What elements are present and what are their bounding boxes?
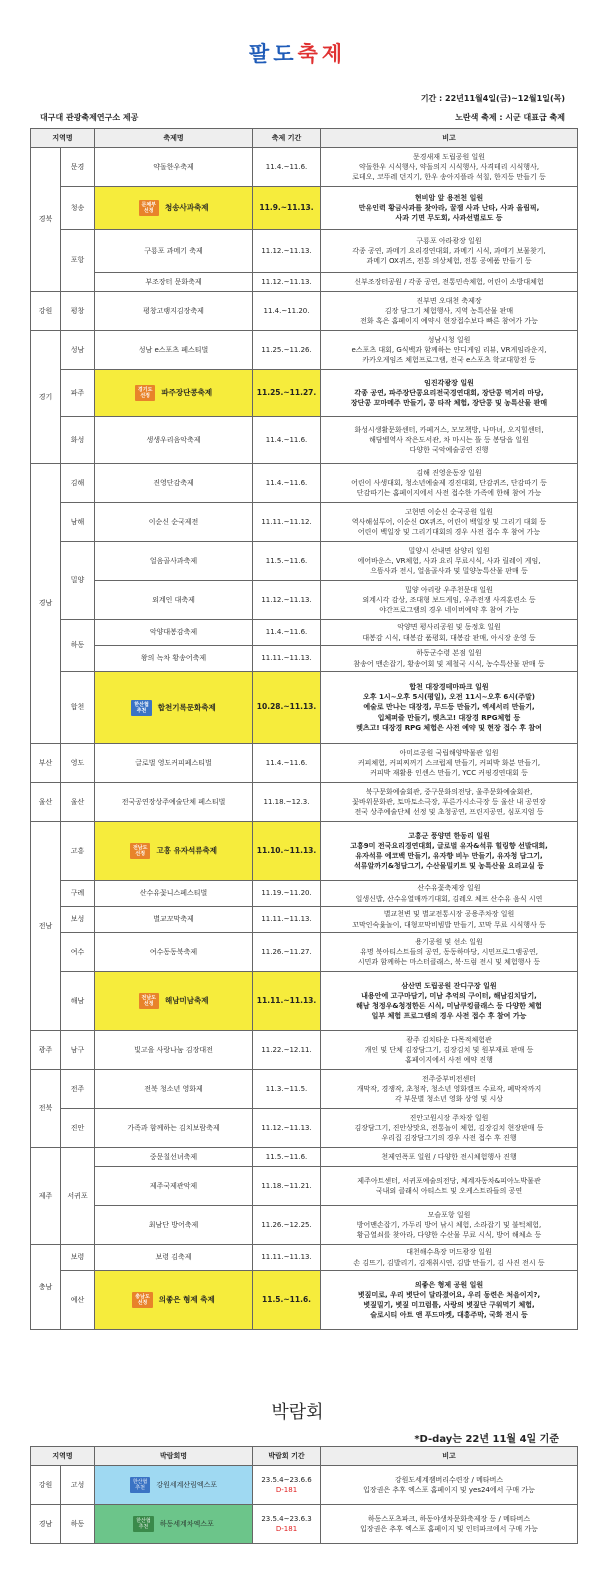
- festival-province: 제주: [31, 1148, 61, 1245]
- festival-period: 11.18.~12.3.: [253, 783, 321, 822]
- festival-name-text: 왕의 녹차 황송어축제: [140, 654, 207, 663]
- festival-period: 11.12.~11.13.: [253, 230, 321, 273]
- expo-city: 하동: [61, 1505, 95, 1544]
- festival-name: [95, 292, 253, 331]
- festival-row: [31, 672, 578, 744]
- festival-city: 문경: [61, 148, 95, 187]
- festival-period: 11.4.~11.20.: [253, 292, 321, 331]
- festival-note: 천제연폭포 일원 / 다양한 전시체험행사 진행: [321, 1148, 578, 1167]
- festival-name-text: 구룡포 과메기 축제: [144, 246, 203, 255]
- festival-note: 제주아트센터, 서귀포예술의전당, 체계자동차&피아노박물관 국내외 클래식 아티스트 및 오케스트라들의 공연: [321, 1167, 578, 1206]
- expo-name: [95, 1466, 253, 1505]
- festival-name: [95, 744, 253, 783]
- festival-name: [95, 1245, 253, 1271]
- festival-name: [95, 581, 253, 620]
- festival-name: [95, 783, 253, 822]
- festival-name: [95, 646, 253, 672]
- festival-note: 별교천변 및 별교전통시장 공용주차장 일원 꼬막인숙윷놀이, 대형꼬막비빔밥 만들기, 꼬막 무료 시식행사 등: [321, 907, 578, 933]
- festival-period: 11.5.~11.6.: [253, 1271, 321, 1330]
- expo-name: [95, 1505, 253, 1544]
- festival-row: [31, 187, 578, 230]
- festival-name-text: 생생우리음악축제: [146, 435, 201, 444]
- title-part2: 축제: [297, 42, 347, 66]
- festival-row: [31, 273, 578, 292]
- festival-city: 구례: [61, 881, 95, 907]
- festival-period: 11.4.~11.6.: [253, 744, 321, 783]
- festival-period: 11.11.~11.13.: [253, 646, 321, 672]
- festival-name-text: 합천기록문화축제: [157, 702, 216, 712]
- dday-date: 22년 11월 4일 기준: [465, 1434, 559, 1445]
- festival-row: [31, 933, 578, 972]
- festival-name: [95, 881, 253, 907]
- festival-tag: 문체부 선정: [139, 200, 160, 216]
- festival-name-text: 해남미남축제: [165, 996, 209, 1005]
- header-note: 비고: [321, 129, 578, 148]
- festival-name-text: 산수유꽃니스페스티벌: [139, 889, 208, 898]
- festival-name: [95, 1148, 253, 1167]
- festival-province: 광주: [31, 1031, 61, 1070]
- festival-period: 11.22.~12.11.: [253, 1031, 321, 1070]
- festival-period: 11.4.~11.6.: [253, 620, 321, 646]
- expo-header-region: 지역명: [31, 1447, 95, 1466]
- festival-note: 삼산면 도립공원 잔디구장 일원 내용안에 고구마담기, 미남 추억의 구이터, 해남김치담기, 해남 청정우&청정한돈 시식, 미남쿠킹클래스 등 다양한 체험 일부 체험 프로그램의 경우 사전 접수 후 참여 가능: [321, 972, 578, 1031]
- festival-row: [31, 417, 578, 464]
- festival-name-text: 최남단 방어축제: [148, 1220, 199, 1229]
- festival-note: 밀양 아리랑 우주천문대 일원 외계시각 감상, 조대형 보드게임, 우주전쟁 사격훈련소 등 야간프로그램의 경우 네이버예약 후 참여 가능: [321, 581, 578, 620]
- festival-note: 신부조장터공원 / 각종 공연, 전통민속체험, 어린이 소방대체험: [321, 273, 578, 292]
- festival-period: 11.10.~11.13.: [253, 822, 321, 881]
- festival-name: [95, 620, 253, 646]
- festival-period: 11.25.~11.26.: [253, 331, 321, 370]
- festival-row: [31, 972, 578, 1031]
- expo-dday: D-181: [275, 1486, 298, 1494]
- festival-row: [31, 230, 578, 273]
- festival-tag: 전남도 선정: [130, 843, 151, 859]
- festival-province: 경남: [31, 464, 61, 744]
- festival-city: 포항: [61, 230, 95, 292]
- festival-city: 영도: [61, 744, 95, 783]
- festival-period: 11.11.~11.12.: [253, 503, 321, 542]
- festival-name: [95, 933, 253, 972]
- festival-period: 11.5.~11.6.: [253, 542, 321, 581]
- festival-period: 11.12.~11.13.: [253, 273, 321, 292]
- festival-name-text: 여수동동북축제: [149, 947, 198, 956]
- festival-note: 아미르공원 국립해양박물관 일원 커피체험, 커피찌꺼기 스크럽제 만들기, 커피박 화분 만들기, 커피박 재활용 인센스 만들기, YCC 커핑경연대회 등: [321, 744, 578, 783]
- festival-note: 김해 진영운동장 일원 어린이 사생대회, 청소년예술제 경진대회, 단감퀴즈, 단감따기 등 단감따기는 홈페이지에서 사전 접수한 가족에 한해 참여 가능: [321, 464, 578, 503]
- festival-name: [95, 464, 253, 503]
- festival-name-text: 보령 김축제: [155, 1253, 192, 1262]
- festival-name: [95, 542, 253, 581]
- festival-note: 대천해수욕장 머드광장 일원 손 김뜨기, 김발리기, 김재취시연, 김밥 만들기, 김 사진 전시 등: [321, 1245, 578, 1271]
- expo-period: 23.5.4~23.6.6 D-181: [253, 1466, 321, 1505]
- festival-note: 북구문화예술회관, 중구문화의전당, 울주문화예술회관, 꽃바위문화관, 토마토소극장, 푸른가시소극장 등 울산 내 공연장 전국 상주예술단체 선정 및 초청공연, 프린지공연, 심포지엄 등: [321, 783, 578, 822]
- festival-period: 11.11.~11.13.: [253, 972, 321, 1031]
- festival-tag: 전남도 선정: [139, 993, 160, 1009]
- festival-name-text: 전북 청소년 영화제: [144, 1084, 203, 1093]
- festival-period: 11.12.~11.13.: [253, 1109, 321, 1148]
- festival-row: [31, 148, 578, 187]
- festival-name: [95, 230, 253, 273]
- festival-note: 모슬포항 일원 방어맨손잡기, 가두리 방어 낚시 체험, 소라잡기 및 불턱체험, 황금열쇠를 찾아라, 다양한 수산물 무료 시식, 방어 해체쇼 등: [321, 1206, 578, 1245]
- expo-row: [31, 1505, 578, 1544]
- festival-name-text: 악양대봉감축제: [149, 628, 198, 637]
- festival-note: 화성시생활문화센터, 카페거스, 모모책방, 나마녀, 오지힐센터, 해담벨역사 작은도서관, 차 마시는 뜰 등 봉담읍 일원 다양한 국악예술공연 진행: [321, 417, 578, 464]
- expo-name-text: 하동세계차엑스포: [159, 1520, 214, 1528]
- festival-city: 보령: [61, 1245, 95, 1271]
- festival-city: 합천: [61, 672, 95, 744]
- festival-name: [95, 1271, 253, 1330]
- festival-note: 악양면 평사리공원 및 동정호 일원 대봉감 시식, 대봉감 품평회, 대봉감 판매, 아시장 운영 등: [321, 620, 578, 646]
- festival-row: [31, 907, 578, 933]
- festival-name-text: 의좋은 형제 축제: [158, 1295, 215, 1304]
- expo-province: 강원: [31, 1466, 61, 1505]
- festival-period: 11.3.~11.5.: [253, 1070, 321, 1109]
- festival-province: 전남: [31, 822, 61, 1031]
- festival-table: [30, 128, 578, 1330]
- festival-name: [95, 331, 253, 370]
- festival-note: 산수유꽃축제장 일원 일생신밥, 산수유열매까기대회, 김레오 체프 산수유 음식 시연: [321, 881, 578, 907]
- festival-note: 임진각광장 일원 각종 공연, 파주장단콩요리전국경연대회, 장단콩 먹거리 마당, 장단콩 꼬마메주 만들기, 콩 타작 체험, 장단콩 및 농특산물 판매: [321, 370, 578, 417]
- festival-row: [31, 646, 578, 672]
- festival-row: [31, 822, 578, 881]
- festival-row: [31, 881, 578, 907]
- festival-tag: 한산협 추천: [131, 700, 152, 716]
- festival-name: [95, 1167, 253, 1206]
- festival-city: 진안: [61, 1109, 95, 1148]
- festival-row: [31, 620, 578, 646]
- dday-prefix: *D-day는: [414, 1434, 462, 1445]
- festival-name-text: 부조장터 문화축제: [145, 277, 202, 286]
- festival-province: 강원: [31, 292, 61, 331]
- festival-row: [31, 542, 578, 581]
- festival-name-text: 글로벌 영도커피페스티벌: [135, 758, 212, 767]
- festival-province: 전북: [31, 1070, 61, 1148]
- festival-name-text: 파주장단콩축제: [161, 388, 213, 397]
- festival-city: 전주: [61, 1070, 95, 1109]
- festival-period: 11.26.~11.27.: [253, 933, 321, 972]
- festival-city: 화성: [61, 417, 95, 464]
- period-label: 기간 : 22년11월4일(금)~12월1일(목): [420, 94, 565, 103]
- festival-period: 11.25.~11.27.: [253, 370, 321, 417]
- expo-title: 박람회: [271, 1402, 324, 1423]
- festival-period: 11.4.~11.6.: [253, 464, 321, 503]
- festival-name-text: 고흥 유자석류축제: [156, 846, 218, 855]
- festival-row: [31, 370, 578, 417]
- expo-dday: D-181: [275, 1525, 298, 1533]
- festival-name-text: 진영단감축제: [153, 478, 194, 487]
- expo-header-note: 비고: [321, 1447, 578, 1466]
- festival-row: [31, 1271, 578, 1330]
- festival-note: 하동군수령 본점 일원 참송어 맨손잡기, 황송어회 및 제철국 시식, 농수특산물 판매 등: [321, 646, 578, 672]
- festival-row: [31, 1167, 578, 1206]
- festival-city: 파주: [61, 370, 95, 417]
- festival-period: 11.12.~11.13.: [253, 581, 321, 620]
- header-name: 축제명: [95, 129, 253, 148]
- expo-period: 23.5.4~23.6.3 D-181: [253, 1505, 321, 1544]
- festival-province: 경기: [31, 331, 61, 464]
- festival-name: [95, 370, 253, 417]
- festival-period: 11.4.~11.6.: [253, 417, 321, 464]
- festival-name: [95, 1109, 253, 1148]
- festival-note: 광주 김치타운 다목적체험관 개인 및 단체 김장담그기, 김장김치 및 원부재료 판매 등 홈페이지에서 사전 예약 진행: [321, 1031, 578, 1070]
- festival-note: 진안고원시장 주차장 일원 김장담그기, 진안상맛요, 전통놀이 체험, 김장김치 현장판매 등 우리집 김장담그기의 경우 사전 접수 후 진행: [321, 1109, 578, 1148]
- festival-row: [31, 1206, 578, 1245]
- festival-city: 평창: [61, 292, 95, 331]
- expo-tag: 한산협 추천: [130, 1477, 151, 1493]
- expo-table: [30, 1446, 578, 1544]
- festival-city: 서귀포: [61, 1148, 95, 1245]
- festival-name-text: 전국공연장상주예술단체 페스티벌: [121, 797, 226, 806]
- festival-period: 11.9.~11.13.: [253, 187, 321, 230]
- expo-header-name: 박람회명: [95, 1447, 253, 1466]
- festival-note: 고현면 이순신 순국공원 일원 역사해설투어, 이순신 OX퀴즈, 어린이 백일장 및 그리기 대회 등 어린이 백일장 및 그리기대회의 경우 사전 접수 후 참여 가능: [321, 503, 578, 542]
- festival-city: 고흥: [61, 822, 95, 881]
- festival-city: 울산: [61, 783, 95, 822]
- festival-name: [95, 907, 253, 933]
- festival-name-text: 이순신 순국제전: [148, 517, 199, 526]
- festival-row: [31, 1245, 578, 1271]
- festival-note: 성남시청 일원 e스포츠 대회, G식백과 함께하는 얀디게임 리뷰, VR게임라운지, 카카오게임즈 체험프로그램, 전국 e스포츠 학교대항전 등: [321, 331, 578, 370]
- festival-period: 11.26.~12.25.: [253, 1206, 321, 1245]
- festival-name-text: 평창고랭지김장축제: [143, 306, 204, 315]
- header-region: 지역명: [31, 129, 95, 148]
- festival-row: [31, 292, 578, 331]
- festival-name: [95, 503, 253, 542]
- festival-row: [31, 464, 578, 503]
- festival-city: 예산: [61, 1271, 95, 1330]
- festival-city: 청송: [61, 187, 95, 230]
- expo-tag: 한산협 추천: [133, 1516, 154, 1532]
- expo-row: [31, 1466, 578, 1505]
- expo-city: 고성: [61, 1466, 95, 1505]
- festival-note: 합천 대장경테마파크 일원 오후 1시~오후 5시(평일), 오전 11시~오후 6시(주말) 예술로 만나는 대장경, 무드등 만들기, 엑세서리 만들기, 입체퍼즐 만들기, 렛츠고! 대장경 RPG체험 등 렛츠고! 대장경 RPG 체험은 사전 예약 및 현장 접수 후 참여: [321, 672, 578, 744]
- festival-row: [31, 1031, 578, 1070]
- festival-name-text: 가족과 함께하는 김치보람축제: [127, 1123, 220, 1132]
- festival-name: [95, 972, 253, 1031]
- festival-note: 의좋은 형제 공원 일원 볏짚미로, 우리 볏단이 달라졌어요, 우리 동련은 처음이지?, 볏짚밀기, 볏짚 미끄럼틀, 사랑의 볏짚단 구워먹기 체험, 슬로시티 아트 앤 푸드마켓, 대흥주막, 국화 전시 등: [321, 1271, 578, 1330]
- festival-province: 부산: [31, 744, 61, 783]
- festival-name: [95, 672, 253, 744]
- festival-city: 해남: [61, 972, 95, 1031]
- festival-row: [31, 1148, 578, 1167]
- festival-row: [31, 1109, 578, 1148]
- festival-name: [95, 187, 253, 230]
- festival-name-text: 제주국제관악제: [149, 1181, 198, 1190]
- festival-note: 구룡포 아라광장 일원 각종 공연, 과메기 요리경연대회, 과메기 시식, 과메기 보물찾기, 과메기 OX퀴즈, 전통 의상체험, 전통 공예품 만들기 등: [321, 230, 578, 273]
- source-label: 대구대 관광축제연구소 제공: [40, 113, 139, 122]
- page-title: [0, 38, 595, 68]
- festival-province: 울산: [31, 783, 61, 822]
- expo-header-period: 박람회 기간: [253, 1447, 321, 1466]
- title-part1: 팔도: [248, 42, 298, 66]
- festival-period: 11.11.~11.13.: [253, 1245, 321, 1271]
- festival-city: 여수: [61, 933, 95, 972]
- festival-note: 문경새재 도립공원 일원 약돌한우 시식행사, 약돌의지 시식행사, 사격테리 시식행사, 로데오, 코뚜레 던지기, 한우 송아지플라 석칠, 한지등 만들기 등: [321, 148, 578, 187]
- festival-name-text: 성남 e스포츠 페스티벌: [138, 345, 209, 354]
- festival-tag: 경기도 선정: [135, 385, 156, 401]
- festival-row: [31, 744, 578, 783]
- festival-row: [31, 503, 578, 542]
- festival-city: 보성: [61, 907, 95, 933]
- festival-row: [31, 331, 578, 370]
- festival-name: [95, 273, 253, 292]
- festival-period: 11.19.~11.20.: [253, 881, 321, 907]
- festival-name-text: 중문칠선녀축제: [149, 1152, 198, 1161]
- header-period: 축제 기간: [253, 129, 321, 148]
- festival-row: [31, 581, 578, 620]
- legend-label: 노란색 축제 : 시군 대표급 축제: [455, 113, 565, 122]
- festival-province: 충남: [31, 1245, 61, 1330]
- festival-tag: 충남도 선정: [132, 1292, 153, 1308]
- festival-name-text: 외계인 대축제: [152, 595, 195, 604]
- festival-name-text: 청송사과축제: [165, 203, 209, 212]
- festival-period: 11.11.~11.13.: [253, 907, 321, 933]
- festival-city: 성남: [61, 331, 95, 370]
- festival-name: [95, 1206, 253, 1245]
- festival-province: 경북: [31, 148, 61, 292]
- festival-row: [31, 783, 578, 822]
- festival-name: [95, 822, 253, 881]
- festival-note: 진부면 오대천 축제장 김장 담그기 체험행사, 지역 농특산물 판매 전화 혹은 홈페이지 예약시 현장접수보다 빠른 참여가 가능: [321, 292, 578, 331]
- festival-period: 11.5.~11.6.: [253, 1148, 321, 1167]
- festival-name: [95, 417, 253, 464]
- expo-province: 경남: [31, 1505, 61, 1544]
- festival-note: 고흥군 풍양면 한동리 일원 고흥9미 전국요리경연대회, 글로벌 유자&석류 힐링향 선발대회, 유자석류 에코백 만들기, 유자향 비누 만들기, 유자청 담그기, 석류알까기&청담그기, 수산물밀키트 및 농특산물 요리교실 등: [321, 822, 578, 881]
- festival-city: 밀양: [61, 542, 95, 620]
- festival-name-text: 약돌한우축제: [153, 162, 194, 171]
- festival-city: 하동: [61, 620, 95, 672]
- festival-note: 용기공원 및 선소 일원 유명 북아티스트들의 공연, 동동하마당, 시민프로그램공연, 시민과 함께하는 마스터클래스, 북·드럼 전시 및 체험행사 등: [321, 933, 578, 972]
- festival-note: 밀양시 산내면 삼양리 일원 에어바운스, VR체험, 사과 요리 무료시식, 사과 릴레이 게임, 으뜸사과 전시, 얼음골사과 및 밀양농특산물 판매 등: [321, 542, 578, 581]
- festival-name: [95, 1031, 253, 1070]
- festival-period: 11.18.~11.21.: [253, 1167, 321, 1206]
- festival-row: [31, 1070, 578, 1109]
- expo-note: 하동스포츠파크, 하동야생차문화축제장 등 / 메타버스 입장권은 추후 엑스포 홈페이지 및 인터파크에서 구매 가능: [321, 1505, 578, 1544]
- festival-period: 11.4.~11.6.: [253, 148, 321, 187]
- festival-name: [95, 148, 253, 187]
- festival-name-text: 얼음골사과축제: [149, 556, 198, 565]
- festival-city: 김해: [61, 464, 95, 503]
- festival-name: [95, 1070, 253, 1109]
- festival-city: 남해: [61, 503, 95, 542]
- expo-note: 강원도세계잼버리수련장 / 메타버스 입장권은 추후 엑스포 홈페이지 및 yes24에서 구매 가능: [321, 1466, 578, 1505]
- festival-note: 전주중부비전센터 개막작, 경쟁작, 초청작, 청소년 영화캠프 수료작, 폐막작까지 각 부문별 청소년 영화 상영 및 시상: [321, 1070, 578, 1109]
- festival-name-text: 별교꼬막축제: [153, 915, 194, 924]
- dday-note: [414, 1430, 559, 1445]
- festival-note: 현비암 앞 용전천 일원 만유인력 황금사과를 찾아라, 꿀잼 사과 난타, 사과 올림픽, 사과 기면 무도회, 사과선별로도 등: [321, 187, 578, 230]
- festival-name-text: 빛고을 사랑나눔 김장대전: [134, 1045, 213, 1054]
- festival-city: 남구: [61, 1031, 95, 1070]
- expo-name-text: 강원세계산림엑스포: [156, 1481, 218, 1489]
- festival-period: 10.28.~11.13.: [253, 672, 321, 744]
